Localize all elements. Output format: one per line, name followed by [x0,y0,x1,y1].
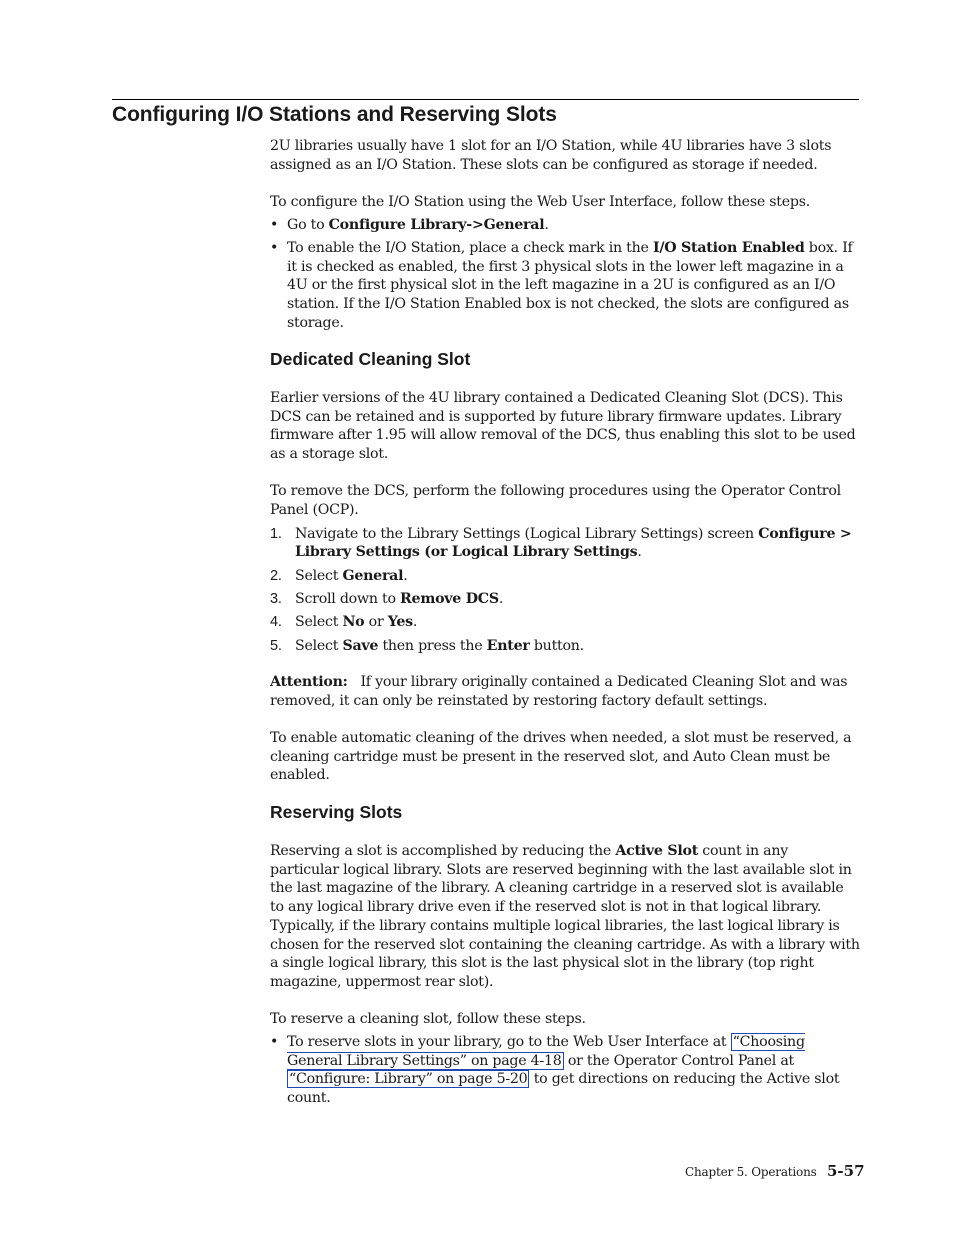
list-item: 3. Scroll down to Remove DCS. [270,591,504,608]
section-heading-dcs: Dedicated Cleaning Slot [270,349,471,369]
io-station-section [270,137,860,337]
list-item: 1. Navigate to the Library Settings (Logical Library Settings) screen Configure > Library Settings (or Logical Library Settings. [270,525,852,561]
reserving-section [270,842,860,1112]
list-item: 2. Select General. [270,567,408,584]
dcs-section [270,389,860,785]
page-number: 5-57 [827,1162,865,1180]
attention-label: Attention: [270,673,348,690]
list-item: • To enable the I/O Station, place a check mark in the I/O Station Enabled box. If it is checked as enabled, the first 3 physical slots in the lower left magazine in a 4U or the first physical slot in the left magazine in a 2U is configured as an I/O station. If the I/O Station Enabled box is not checked, the slots are configured as storage. [270,239,853,331]
section-heading-reserving: Reserving Slots [270,802,403,822]
link-configure-library[interactable]: “Configure: Library” on page 5-20 [289,1071,528,1088]
footer-chapter: Chapter 5. Operations [685,1165,817,1179]
bullet-marker: • [270,239,279,256]
page-title: Configuring I/O Stations and Reserving Slots [112,103,557,126]
list-item: • Go to Configure Library->General. [270,216,549,233]
attention-note: Attention: If your library originally contained a Dedicated Cleaning Slot and was removed, it can only be reinstated by restoring factory default settings. [270,673,848,709]
link-choosing-general-library-settings[interactable]: “Choosing General Library Settings” on page 4-18 [287,1033,805,1069]
auto-clean-paragraph: To enable automatic cleaning of the drives when needed, a slot must be reserved, a cleaning cartridge must be present in the reserved slot, and Auto Clean must be enabled. [270,729,852,784]
bullet-marker: • [270,1033,279,1050]
heading-rule [112,99,859,100]
bullet-marker: • [270,216,279,233]
list-item: 4. Select No or Yes. [270,614,418,631]
dcs-paragraph: Earlier versions of the 4U library contained a Dedicated Cleaning Slot (DCS). This DCS can be retained and is supported by future library firmware updates. Library firmware after 1.95 will allow removal of the DCS, thus enabling this slot to be used as a storage slot. [270,390,856,463]
reserving-lead: To reserve a cleaning slot, follow these steps. [270,1011,586,1028]
dcs-procedure-lead: To remove the DCS, perform the following procedures using the Operator Control Panel (OCP). [270,483,841,519]
list-item: 5. Select Save then press the Enter button. [270,637,584,654]
config-lead: To configure the I/O Station using the Web User Interface, follow these steps. [270,193,811,210]
list-item: • To reserve slots in your library, go to the Web User Interface at “Choosing General Library Settings” on page 4-18 or the Operator Control Panel at “Configure: Library” on page 5-20 to get directions on reducing the Active slot count. [270,1033,840,1106]
intro-paragraph: 2U libraries usually have 1 slot for an I/O Station, while 4U libraries have 3 slots assigned as an I/O Station. These slots can be configured as storage if needed. [270,138,832,173]
reserving-paragraph: Reserving a slot is accomplished by reducing the Active Slot count in any particular logical library. Slots are reserved beginning with the last available slot in the last magazine of the library. A cleaning cartridge in a reserved slot is available to any logical library drive even if the reserved slot is not in that logical library. Typically, if the library contains multiple logical libraries, the last logical library is chosen for the reserved slot containing the cleaning cartridge. As with a library with a single logical library, this slot is the last physical slot in the library (top right magazine, uppermost rear slot). [270,843,860,990]
